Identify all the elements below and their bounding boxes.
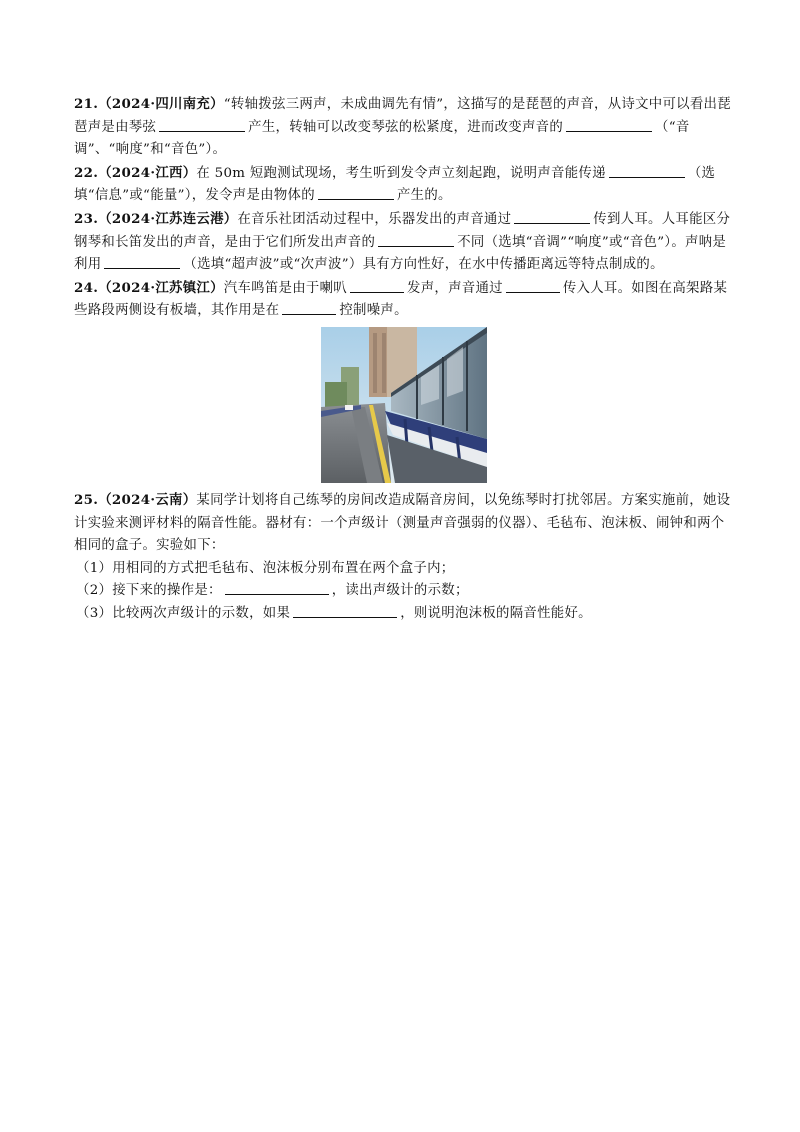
question-text: 传到人耳。人耳能区分钢琴和长笛发出的声音，是由于它们所发出声音的 [74, 211, 731, 250]
question-21 [74, 93, 734, 162]
answer-blank[interactable] [104, 254, 180, 269]
question-25 [74, 489, 734, 558]
question-text: 控制噪声。 [339, 303, 408, 319]
answer-blank[interactable] [566, 117, 652, 132]
question-22 [74, 162, 734, 208]
question-text: 产生，转轴可以改变琴弦的松紧度，进而改变声音的 [248, 119, 564, 135]
step-text: （2）接下来的操作是： [76, 583, 222, 599]
worksheet-page [74, 93, 734, 626]
question-number: 25. [74, 491, 99, 508]
question-text: 不同（选填“音调”“响度”或“音色”）。声呐是利用 [74, 234, 727, 273]
question-text: 发声，声音通过 [407, 280, 503, 296]
question-number: 22. [74, 164, 99, 181]
elevated-road-noise-barrier-photo [321, 327, 487, 483]
question-text: 某同学计划将自己练琴的房间改造成隔音房间，以免练琴时打扰邻居。方案实施前，她设计实验来测评材料的隔音性能。器材有：一个声级计（测量声音强弱的仪器）、毛毡布、泡沫板、闹钟和两个相同的盒子。实验如下： [74, 492, 731, 554]
question-24 [74, 277, 734, 323]
question-number: 24. [74, 279, 99, 296]
answer-blank[interactable] [514, 209, 590, 224]
figure-container [74, 327, 734, 483]
answer-blank[interactable] [378, 232, 454, 247]
step-text: （3）比较两次声级计的示数，如果 [76, 605, 291, 621]
answer-blank[interactable] [293, 603, 397, 618]
step-text: ，则说明泡沫板的隔音性能好。 [400, 605, 592, 621]
answer-blank[interactable] [609, 163, 685, 178]
step-3 [74, 603, 734, 626]
question-text: （选填“超声波”或“次声波”）具有方向性好，在水中传播距离远等特点制成的。 [183, 257, 664, 273]
step-text: ，读出声级计的示数； [331, 583, 469, 599]
question-text: 产生的。 [396, 188, 452, 204]
question-number: 23. [74, 210, 99, 227]
question-number: 21. [74, 96, 99, 112]
question-text: 传入人耳。如图在高架路某些路段两侧设有板墙，其作用是在 [74, 280, 728, 319]
answer-blank[interactable] [282, 300, 336, 315]
question-text: （“音调”、“响度”和“音色”）。 [74, 119, 690, 158]
question-source: （2024·云南） [98, 491, 197, 508]
answer-blank[interactable] [318, 185, 394, 200]
answer-blank[interactable] [506, 278, 560, 293]
question-source: （2024·江苏镇江） [98, 279, 224, 296]
step-text: （1）用相同的方式把毛毡布、泡沫板分别布置在两个盒子内； [76, 560, 455, 576]
question-text: （选填“信息”或“能量”），发令声是由物体的 [74, 165, 716, 204]
question-source: （2024·江苏连云港） [98, 210, 238, 227]
step-2 [74, 580, 734, 603]
answer-blank[interactable] [225, 580, 329, 595]
question-text: “转轴拨弦三两声，未成曲调先有情”，这描写的是琵琶的声音，从诗文中可以看出琵琶声是由琴弦 [74, 97, 731, 135]
question-source: （2024·四川南充） [98, 96, 224, 112]
step-1 [74, 558, 734, 581]
answer-blank[interactable] [350, 278, 404, 293]
question-text: 在 50m 短跑测试现场，考生听到发令声立刻起跑，说明声音能传递 [196, 165, 606, 181]
answer-blank[interactable] [159, 117, 245, 132]
question-23 [74, 208, 734, 277]
question-text: 在音乐社团活动过程中，乐器发出的声音通过 [237, 211, 512, 227]
question-source: （2024·江西） [98, 164, 197, 181]
question-text: 汽车鸣笛是由于喇叭 [223, 280, 347, 296]
